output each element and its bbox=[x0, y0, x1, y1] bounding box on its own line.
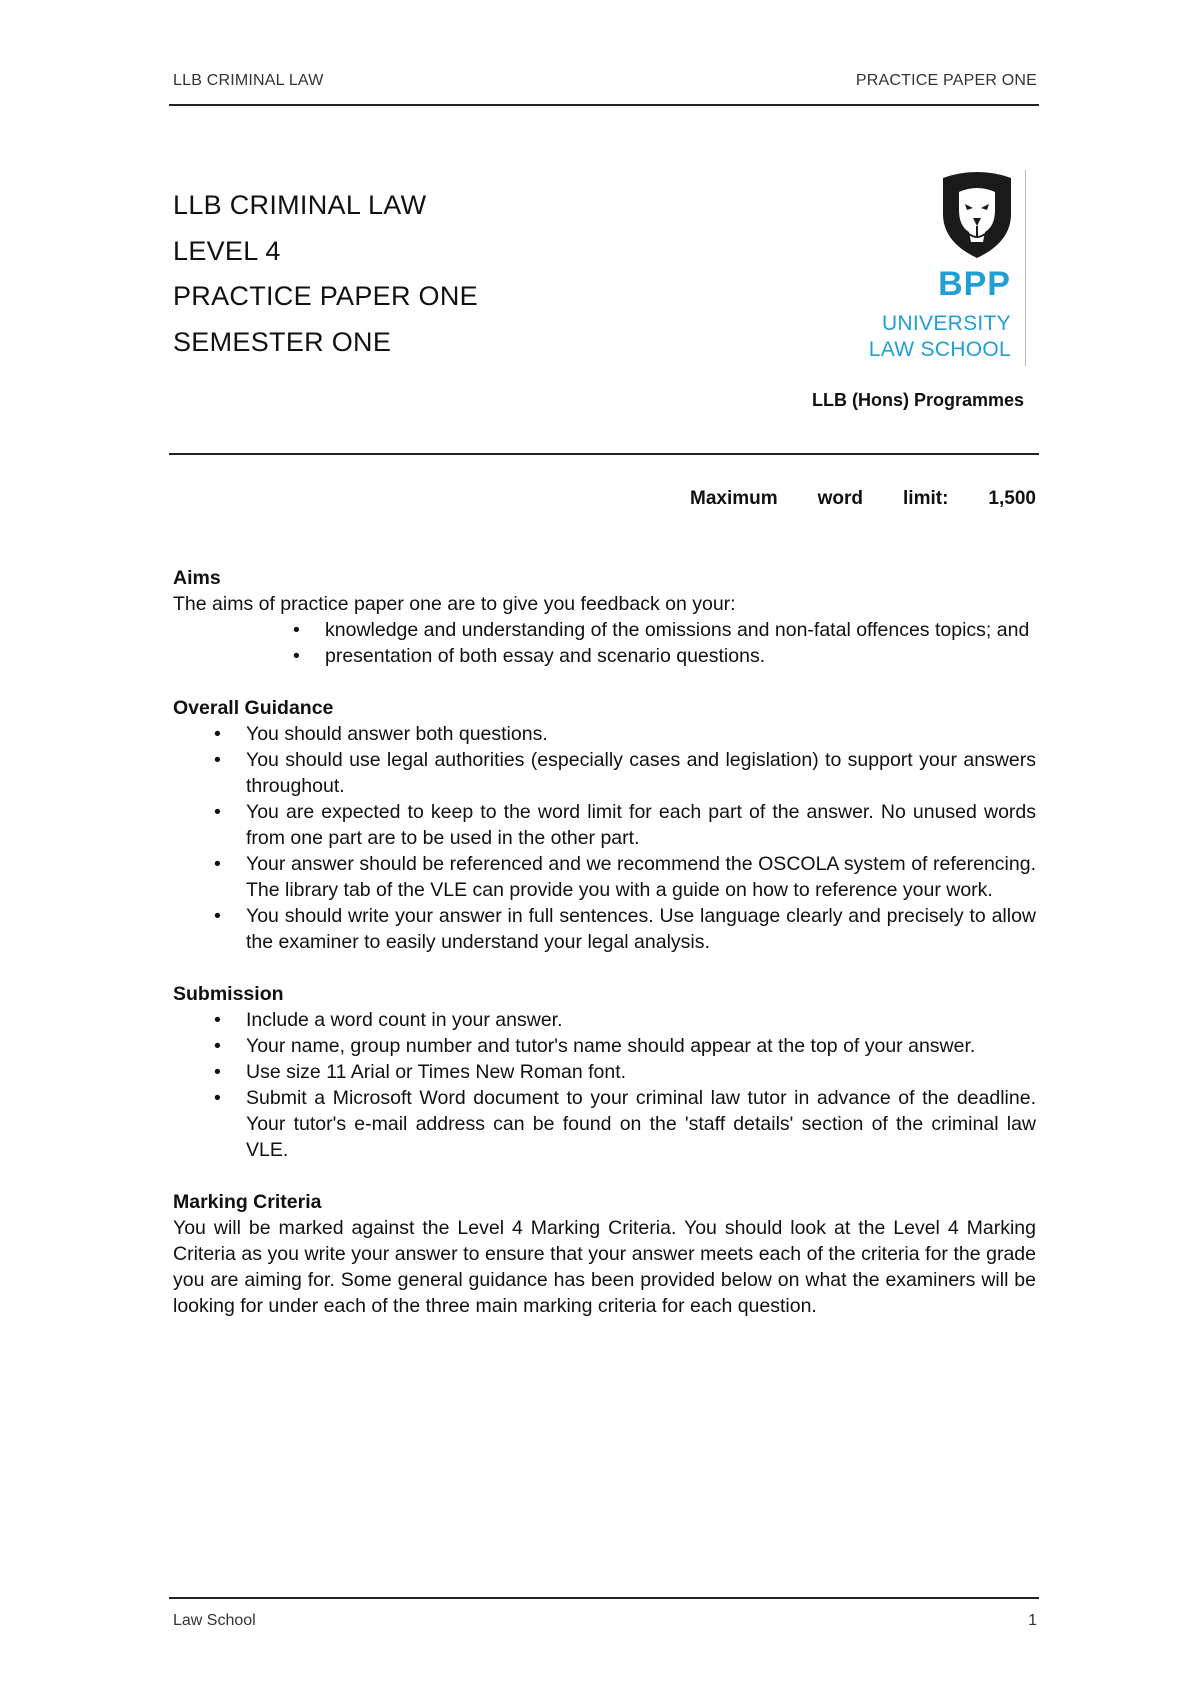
guidance-heading: Overall Guidance bbox=[173, 697, 334, 719]
title-semester: SEMESTER ONE bbox=[173, 326, 392, 357]
page-footer bbox=[173, 1612, 1037, 1630]
title-level: LEVEL 4 bbox=[173, 235, 281, 266]
aims-intro: The aims of practice paper one are to give you feedback on your: bbox=[173, 593, 736, 615]
lion-head-shield-icon bbox=[837, 170, 1025, 262]
header-left: LLB CRIMINAL LAW bbox=[173, 72, 324, 89]
list-item: • You are expected to keep to the word limit for each part of the answer. No unused words from one part are to be used in the other part. bbox=[246, 799, 1036, 851]
footer-left: Law School bbox=[173, 1612, 256, 1629]
word-limit-word: limit: bbox=[903, 488, 949, 509]
list-item: • You should answer both questions. bbox=[246, 721, 1036, 747]
list-item: • Your name, group number and tutor's name should appear at the top of your answer. bbox=[246, 1033, 1036, 1059]
logo-line-university: UNIVERSITY bbox=[881, 312, 1011, 335]
word-limit-value: 1,500 bbox=[988, 488, 1036, 509]
marking-heading: Marking Criteria bbox=[173, 1191, 322, 1213]
list-item: • Submit a Microsoft Word document to your criminal law tutor in advance of the deadline. Your tutor's e-mail address can be found on the 'staff details' section of the criminal law VLE. bbox=[246, 1085, 1036, 1163]
footer-rule bbox=[169, 1597, 1039, 1599]
running-header bbox=[173, 72, 1037, 90]
logo-brand: BPP bbox=[938, 265, 1011, 303]
list-item: • Use size 11 Arial or Times New Roman font. bbox=[246, 1059, 1036, 1085]
header-rule bbox=[169, 104, 1039, 106]
aims-list bbox=[325, 617, 1036, 669]
list-item: • Your answer should be referenced and we recommend the OSCOLA system of referencing. The library tab of the VLE can provide you with a guide on how to reference your work. bbox=[246, 851, 1036, 903]
list-item: • You should write your answer in full sentences. Use language clearly and precisely to allow the examiner to easily understand your legal analysis. bbox=[246, 903, 1036, 955]
submission-list bbox=[246, 1007, 1036, 1163]
logo-line-law-school: LAW SCHOOL bbox=[868, 338, 1011, 361]
list-item: • knowledge and understanding of the omissions and non-fatal offences topics; and bbox=[325, 617, 1036, 643]
submission-heading: Submission bbox=[173, 983, 284, 1005]
word-limit-word: Maximum bbox=[690, 488, 778, 509]
guidance-list bbox=[246, 721, 1036, 955]
list-item: • presentation of both essay and scenario questions. bbox=[325, 643, 1036, 669]
header-right: PRACTICE PAPER ONE bbox=[855, 72, 1037, 89]
aims-heading: Aims bbox=[173, 567, 221, 589]
page-number: 1 bbox=[1028, 1612, 1037, 1629]
marking-text: You will be marked against the Level 4 Marking Criteria. You should look at the Level 4 Marking Criteria as you write your answer to ensure that your answer meets each of the criteria for the grade you are aiming for. Some general guidance has been provided below on what the examiners will be looking for under each of the three main marking criteria for each question. bbox=[173, 1217, 1036, 1317]
title-paper: PRACTICE PAPER ONE bbox=[173, 281, 478, 311]
document-body bbox=[173, 565, 1036, 1319]
section-rule bbox=[169, 453, 1039, 455]
title-block bbox=[173, 183, 478, 365]
bpp-logo bbox=[837, 170, 1026, 366]
word-limit bbox=[690, 488, 1036, 510]
list-item: • You should use legal authorities (especially cases and legislation) to support your answers throughout. bbox=[246, 747, 1036, 799]
list-item: • Include a word count in your answer. bbox=[246, 1007, 1036, 1033]
word-limit-word: word bbox=[817, 488, 864, 509]
programme-label: LLB (Hons) Programmes bbox=[811, 390, 1024, 410]
title-course: LLB CRIMINAL LAW bbox=[173, 190, 427, 220]
